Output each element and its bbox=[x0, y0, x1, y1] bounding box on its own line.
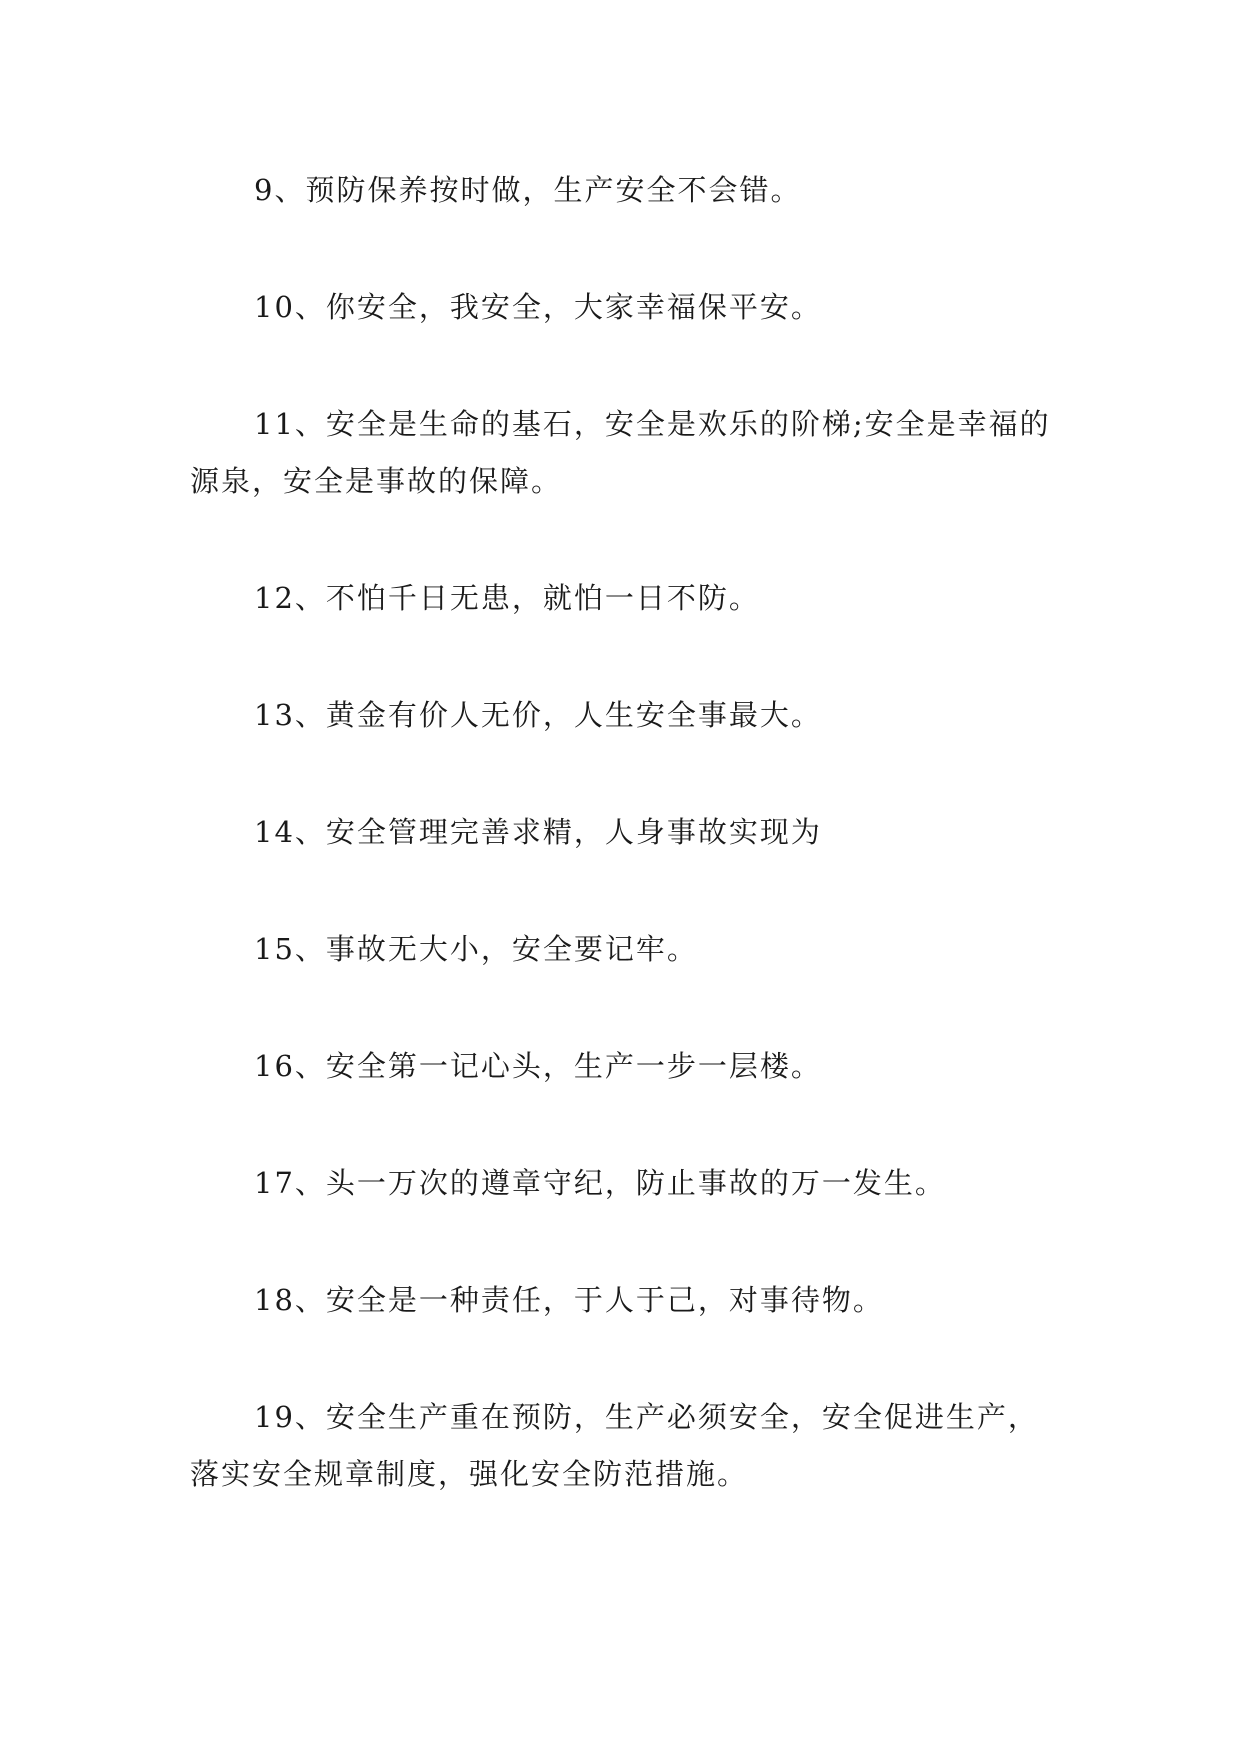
paragraph-16: 16、安全第一记心头，生产一步一层楼。 bbox=[254, 1049, 822, 1083]
paragraph-18: 18、安全是一种责任，于人于己，对事待物。 bbox=[254, 1283, 884, 1317]
document-body bbox=[190, 162, 1060, 1503]
paragraph-10: 10、你安全，我安全，大家幸福保平安。 bbox=[254, 290, 822, 324]
paragraph-14: 14、安全管理完善求精，人身事故实现为 bbox=[254, 815, 822, 849]
paragraph-17: 17、头一万次的遵章守纪，防止事故的万一发生。 bbox=[254, 1166, 946, 1200]
paragraph-9: 9、预防保养按时做，生产安全不会错。 bbox=[254, 173, 802, 207]
paragraph-13: 13、黄金有价人无价，人生安全事最大。 bbox=[254, 698, 822, 732]
paragraph-19: 19、安全生产重在预防，生产必须安全，安全促进生产，落实安全规章制度，强化安全防范措施。 bbox=[190, 1400, 1039, 1491]
paragraph-15: 15、事故无大小，安全要记牢。 bbox=[254, 932, 698, 966]
paragraph-11: 11、安全是生命的基石，安全是欢乐的阶梯;安全是幸福的源泉，安全是事故的保障。 bbox=[190, 407, 1051, 498]
paragraph-12: 12、不怕千日无患，就怕一日不防。 bbox=[254, 581, 760, 615]
